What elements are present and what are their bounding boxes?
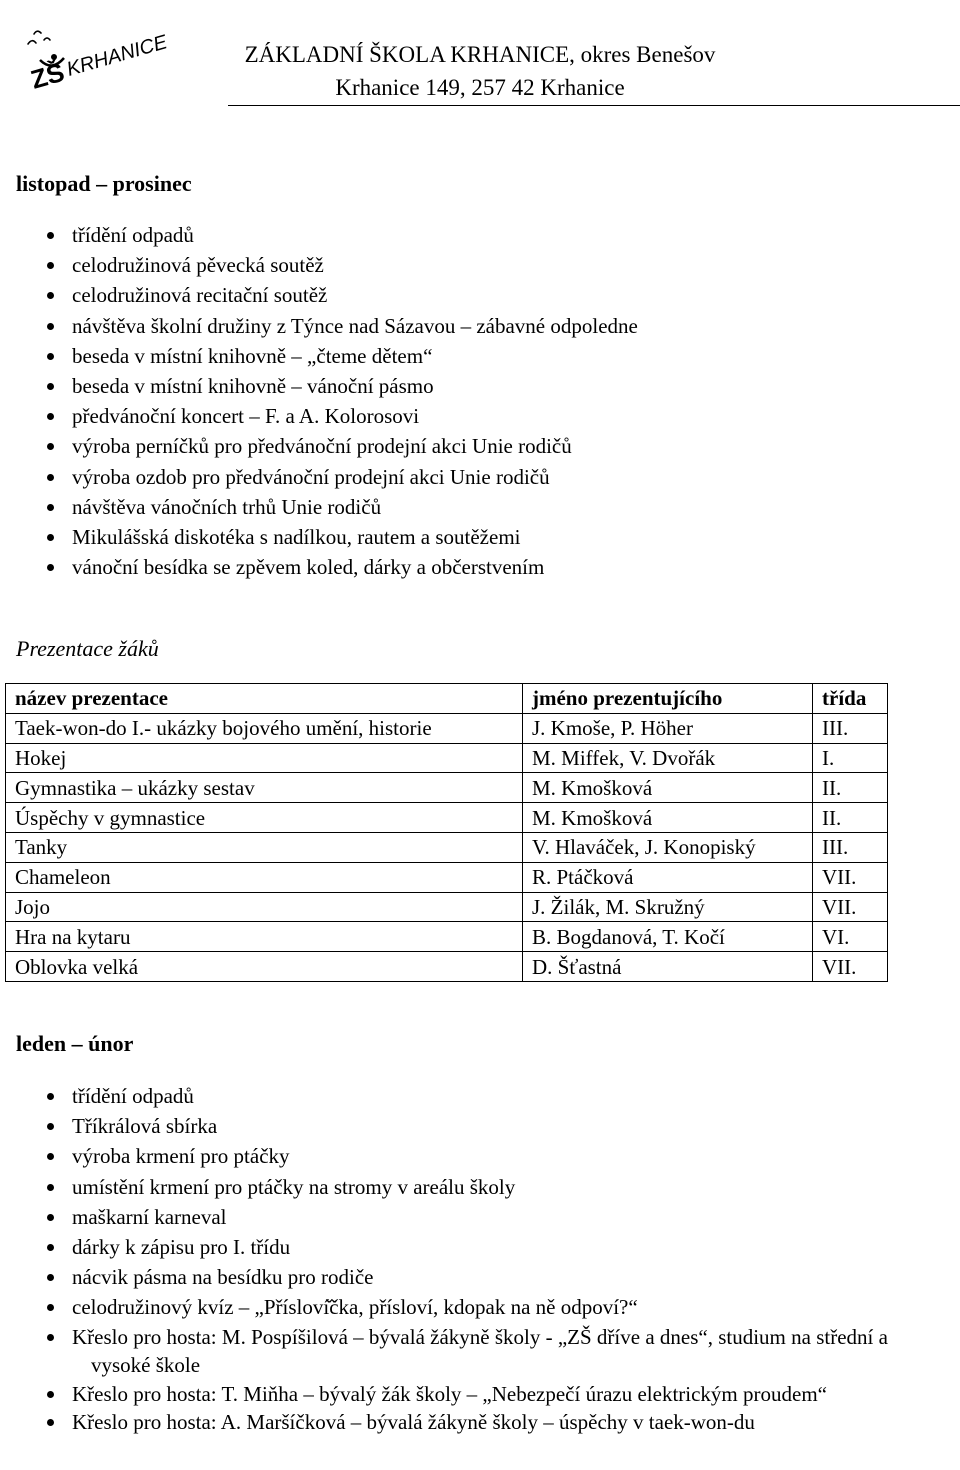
table-cell: J. Kmoše, P. Höher bbox=[523, 713, 813, 743]
table-cell: Hokej bbox=[6, 743, 523, 773]
school-address: Krhanice 149, 257 42 Krhanice bbox=[335, 75, 625, 100]
table-row bbox=[6, 922, 888, 952]
table-header-row bbox=[6, 684, 888, 714]
list-item: celodružinová recitační soutěž bbox=[0, 280, 940, 310]
presentations-table bbox=[5, 683, 888, 982]
table-cell: Taek-won-do I.- ukázky bojového umění, historie bbox=[6, 713, 523, 743]
list-item: Křeslo pro hosta: A. Maršíčková – bývalá žákyně školy – úspěchy v taek-won-du bbox=[0, 1408, 940, 1437]
list-item: návštěva vánočních trhů Unie rodičů bbox=[0, 492, 940, 522]
header-rule bbox=[228, 105, 960, 106]
table-cell: III. bbox=[813, 713, 888, 743]
list-item: beseda v místní knihovně – vánoční pásmo bbox=[0, 371, 940, 401]
list-item: maškarní karneval bbox=[0, 1202, 940, 1232]
table-row bbox=[6, 862, 888, 892]
school-info bbox=[220, 38, 740, 104]
table-row bbox=[6, 743, 888, 773]
column-header: jméno prezentujícího bbox=[523, 684, 813, 714]
table-cell: I. bbox=[813, 743, 888, 773]
table-cell: M. Miffek, V. Dvořák bbox=[523, 743, 813, 773]
section-heading-prezentace: Prezentace žáků bbox=[16, 636, 159, 661]
list-item: třídění odpadů bbox=[0, 1081, 940, 1111]
table-cell: Jojo bbox=[6, 892, 523, 922]
table-row bbox=[6, 773, 888, 803]
table-row bbox=[6, 952, 888, 982]
list-item: vánoční besídka se zpěvem koled, dárky a občerstvením bbox=[0, 552, 940, 582]
list-item: celodružinový kvíz – „Přísloví̌čka, přísloví, kdopak na ně odpoví?“ bbox=[0, 1292, 940, 1322]
list-item: výroba perníčků pro předvánoční prodejní akci Unie rodičů bbox=[0, 431, 940, 461]
list-item: Mikulášská diskotéka s nadílkou, rautem a soutěžemi bbox=[0, 522, 940, 552]
table-cell: Tanky bbox=[6, 832, 523, 862]
table-cell: V. Hlaváček, J. Konopiský bbox=[523, 832, 813, 862]
list-item: Tříkrálová sbírka bbox=[0, 1111, 940, 1141]
table-cell: R. Ptáčková bbox=[523, 862, 813, 892]
page-header bbox=[0, 0, 960, 106]
table-cell: VI. bbox=[813, 922, 888, 952]
list-item: návštěva školní družiny z Týnce nad Sázavou – zábavné odpoledne bbox=[0, 311, 940, 341]
list-item: umístění krmení pro ptáčky na stromy v areálu školy bbox=[0, 1172, 940, 1202]
list-item: nácvik pásma na besídku pro rodiče bbox=[0, 1262, 940, 1292]
table-cell: VII. bbox=[813, 952, 888, 982]
table-cell: Chameleon bbox=[6, 862, 523, 892]
table-row bbox=[6, 803, 888, 833]
section-heading-listopad: listopad – prosinec bbox=[16, 171, 192, 196]
svg-text:ZŠ: ZŠ bbox=[27, 56, 68, 95]
activity-list-leden bbox=[0, 1081, 940, 1437]
table-cell: III. bbox=[813, 832, 888, 862]
activity-list-listopad bbox=[0, 220, 940, 582]
list-item: třídění odpadů bbox=[0, 220, 940, 250]
table-cell: Gymnastika – ukázky sestav bbox=[6, 773, 523, 803]
list-item: výroba ozdob pro předvánoční prodejní akci Unie rodičů bbox=[0, 462, 940, 492]
list-item: celodružinová pěvecká soutěž bbox=[0, 250, 940, 280]
list-item: Křeslo pro hosta: M. Pospíšilová – bývalá žákyně školy - „ZŠ dříve a dnes“, studium na střední a vysoké škole bbox=[0, 1323, 940, 1380]
table-cell: M. Kmošková bbox=[523, 773, 813, 803]
table-row bbox=[6, 713, 888, 743]
list-item: předvánoční koncert – F. a A. Kolorosovi bbox=[0, 401, 940, 431]
section-heading-leden: leden – únor bbox=[16, 1031, 134, 1056]
list-item: dárky k zápisu pro I. třídu bbox=[0, 1232, 940, 1262]
svg-text:KRHANICE: KRHANICE bbox=[64, 31, 170, 81]
list-item: beseda v místní knihovně – „čteme dětem“ bbox=[0, 341, 940, 371]
table-cell: II. bbox=[813, 773, 888, 803]
school-name: ZÁKLADNÍ ŠKOLA KRHANICE, okres Benešov bbox=[244, 42, 716, 67]
column-header: třída bbox=[813, 684, 888, 714]
list-item: výroba krmení pro ptáčky bbox=[0, 1141, 940, 1171]
table-cell: VII. bbox=[813, 862, 888, 892]
list-item: Křeslo pro hosta: T. Miňha – bývalý žák školy – „Nebezpečí úrazu elektrickým proudem“ bbox=[0, 1380, 940, 1409]
table-cell: B. Bogdanová, T. Kočí bbox=[523, 922, 813, 952]
table-cell: Oblovka velká bbox=[6, 952, 523, 982]
school-logo bbox=[14, 14, 174, 99]
table-cell: Hra na kytaru bbox=[6, 922, 523, 952]
table-cell: D. Šťastná bbox=[523, 952, 813, 982]
table-cell: VII. bbox=[813, 892, 888, 922]
table-row bbox=[6, 832, 888, 862]
column-header: název prezentace bbox=[6, 684, 523, 714]
table-cell: J. Žilák, M. Skružný bbox=[523, 892, 813, 922]
table-cell: II. bbox=[813, 803, 888, 833]
table-cell: M. Kmošková bbox=[523, 803, 813, 833]
table-row bbox=[6, 892, 888, 922]
table-cell: Úspěchy v gymnastice bbox=[6, 803, 523, 833]
